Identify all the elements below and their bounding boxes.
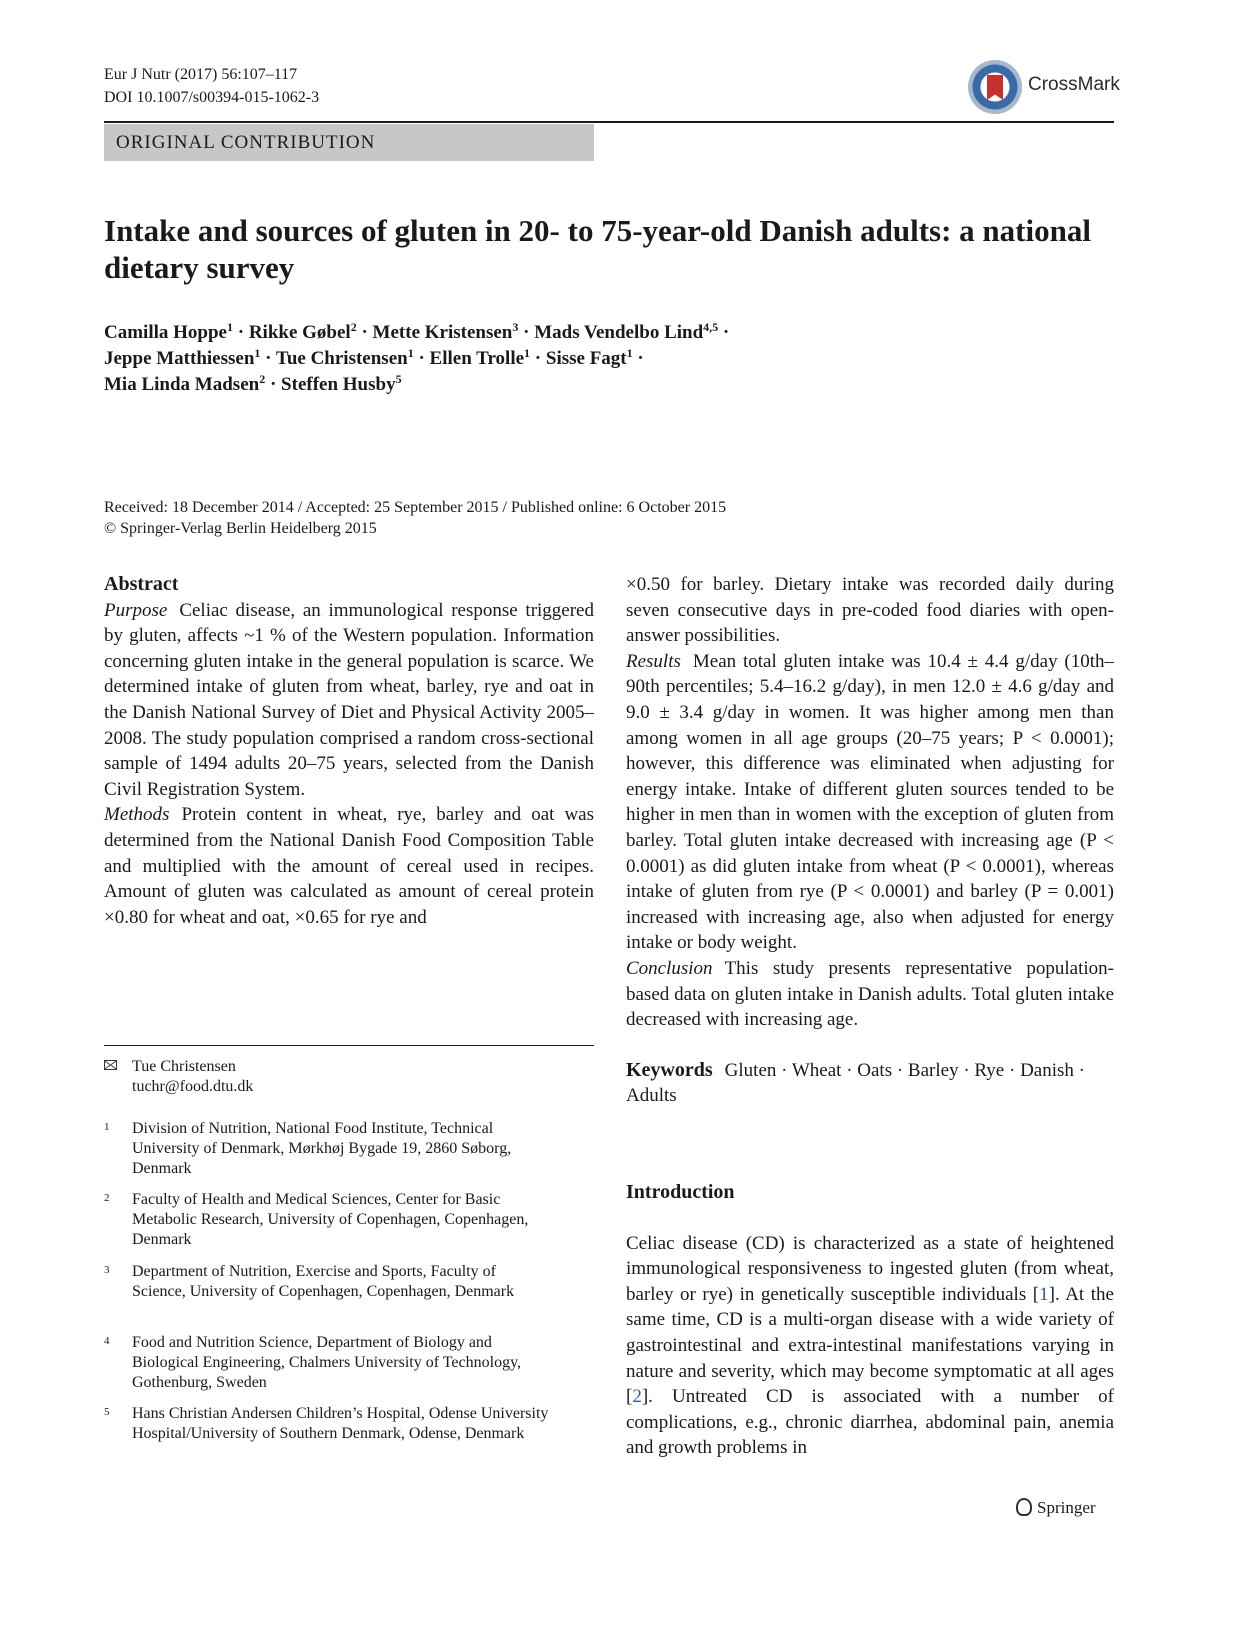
email-link[interactable]: tuchr@food.dtu.dk [132,1078,254,1095]
abstract-methods-continued: ×0.50 for barley. Dietary intake was recorded daily during seven consecutive days in pre-coded food diaries with open-answer possibilities. [626,574,1114,647]
abstract-left [104,572,594,930]
publication-dates [104,497,726,539]
citation-link[interactable]: 1 [1039,1283,1049,1305]
author-list: Camilla Hoppe$^1$ · Rikke Gøbel$^2$ · Mette Kristensen$^3$ · Mads Vendelbo Lind$^{4,5}$ · Jeppe Matthiessen$^1$ · Tue Christensen$^1$ · Ellen Trolle$^1$ · Sisse Fagt$^1$ · Mia Linda Madsen$^2$ · Steffen Husby$^5$ [104,320,730,395]
citation-link[interactable]: 2 [632,1386,642,1408]
publisher-logo [1016,1498,1096,1518]
author[interactable]: Tue Christensen$^1$ [275,346,414,369]
correspondence [104,1057,594,1099]
article-title: Intake and sources of gluten in 20- to 75-year-old Danish adults: a national dietary survey [104,213,1091,285]
corresponding-author: Tue Christensen [132,1058,236,1075]
affiliation: 3 Department of Nutrition, Exercise and Sports, Faculty of Science, University of Copenhagen, Copenhagen, Denmark [104,1263,515,1300]
copyright: © Springer-Verlag Berlin Heidelberg 2015 [104,520,377,537]
abstract-purpose: Purpose Celiac disease, an immunological response triggered by gluten, affects ~1 % of the Western population. Information concerning gluten intake in the general population is scarce. We determined intake of gluten from wheat, barley, rye and oat in the Danish National Survey of Diet and Physical Activity 2005–2008. The study population comprised a random cross-sectional sample of 1494 adults 20–75 years, selected from the Danish Civil Registration System. [104,599,594,800]
introduction-paragraph: Celiac disease (CD) is characterized as a state of heightened immunological responsiveness to ingested gluten (from wheat, barley or rye) in genetically susceptible individuals [1]. At the same time, CD is a multi-organ disease with a wide variety of gastrointestinal and extra-intestinal manifestations varying in nature and severity, which may become symptomatic at all ages [2]. Untreated CD is associated with a number of complications, e.g., chronic diarrhea, abdominal pain, anemia and growth problems in [626,1232,1114,1459]
keywords: Keywords Gluten · Wheat · Oats · Barley · Rye · Danish · Adults [626,1058,1085,1107]
author[interactable]: Steffen Husby$^5$ [281,372,402,395]
author[interactable]: Rikke Gøbel$^2$ [248,320,357,343]
author[interactable]: Camilla Hoppe$^1$ [104,320,233,343]
author[interactable]: Mia Linda Madsen$^2$ [104,372,266,395]
abstract-results: Results Mean total gluten intake was 10.4 ± 4.4 g/day (10th–90th percentiles; 5.4–16.2 g/day), in men 12.0 ± 4.6 g/day and 9.0 ± 3.4 g/day in women. It was higher among men than among women in all age groups (20–75 years; P < 0.0001); however, this difference was eliminated when adjusting for energy intake. Intake of different gluten sources tended to be higher in men than in women with the exception of gluten from barley. Total gluten intake decreased with increasing age (P < 0.0001) as did gluten intake from wheat (P < 0.0001), whereas intake of gluten from rye (P < 0.0001) and barley (P = 0.001) increased with increasing age, also when adjusted for energy intake or body weight. [626,650,1114,954]
affiliation: 4 Food and Nutrition Science, Department of Biology and Biological Engineering, Chalmers University of Technology, Gothenburg, Sweden [104,1334,522,1391]
introduction-section [626,1180,1114,1461]
author[interactable]: Jeppe Matthiessen$^1$ [104,346,261,369]
abstract-conclusion: Conclusion This study presents representative population-based data on gluten intake in Danish adults. Total gluten intake decreased with increasing age. [626,957,1114,1031]
crossmark-badge[interactable] [968,60,1118,116]
publisher-name: Springer [1037,1498,1096,1517]
introduction-heading: Introduction [626,1181,735,1203]
abstract-heading: Abstract [104,573,179,595]
doi: DOI 10.1007/s00394-015-1062-3 [104,89,320,106]
springer-horse-icon [1016,1498,1032,1516]
abstract-methods: Methods Protein content in wheat, rye, barley and oat was determined from the National Danish Food Composition Table and multiplied with the amount of cereal used in recipes. Amount of gluten was calculated as amount of cereal protein ×0.80 for wheat and oat, ×0.65 for rye and [104,804,594,928]
affiliation: 5 Hans Christian Andersen Children’s Hospital, Odense University Hospital/University of Southern Denmark, Odense, Denmark [104,1405,549,1442]
crossmark-label: CrossMark [1028,74,1120,95]
author[interactable]: Mette Kristensen$^3$ [372,320,519,343]
footnote-rule [104,1045,594,1046]
author[interactable]: Ellen Trolle$^1$ [429,346,531,369]
article-type-banner: ORIGINAL CONTRIBUTION [104,124,594,161]
affiliation: 1 Division of Nutrition, National Food Institute, Technical University of Denmark, Mørkhøj Bygade 19, 2860 Søborg, Denmark [104,1120,512,1177]
author[interactable]: Mads Vendelbo Lind$^{4,5}$ [534,320,719,343]
journal-reference: Eur J Nutr (2017) 56:107–117 [104,66,298,83]
author[interactable]: Sisse Fagt$^1$ [545,346,633,369]
header-rule [104,121,1114,123]
affiliation: 2 Faculty of Health and Medical Sciences, Center for Basic Metabolic Research, University of Copenhagen, Copenhagen, Denmark [104,1191,529,1248]
abstract-right [626,572,1114,1109]
history-dates: Received: 18 December 2014 / Accepted: 25 September 2015 / Published online: 6 October 2015 [104,499,727,516]
envelope-icon [104,1060,117,1070]
